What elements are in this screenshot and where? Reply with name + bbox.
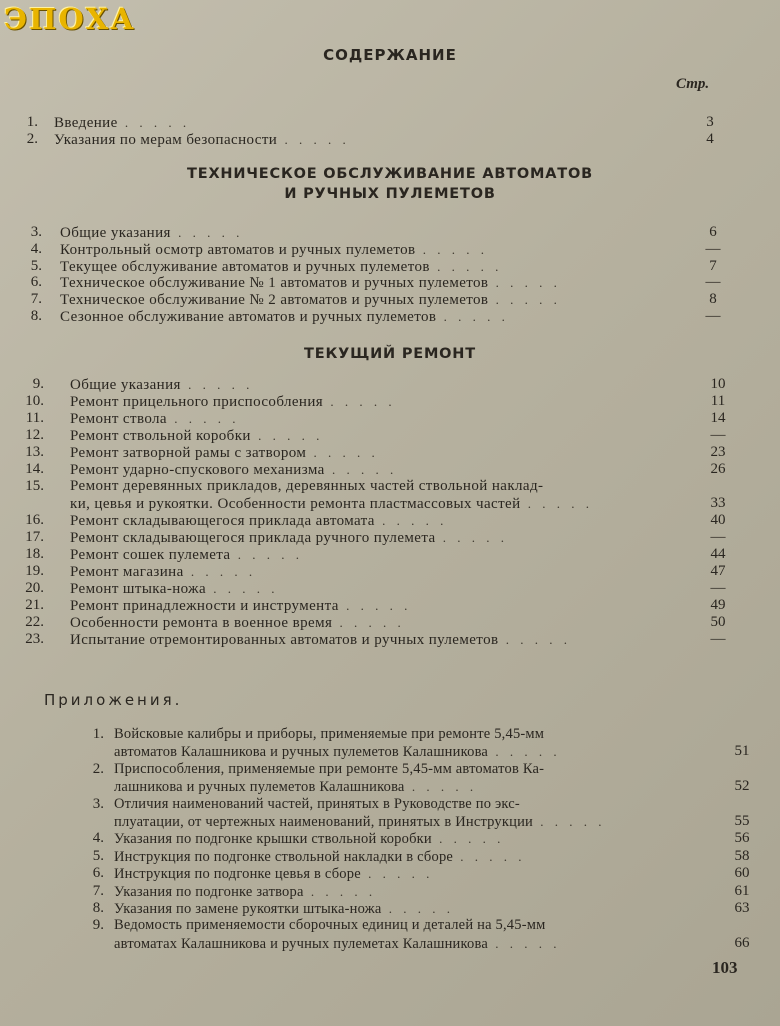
- toc-leader-dots: . . . . .: [324, 462, 398, 477]
- toc-entry-page: —: [705, 240, 721, 257]
- toc-entry: [0, 813, 780, 830]
- toc-entry-number: 13.: [25, 444, 44, 460]
- toc-leader-dots: . . . . .: [277, 132, 350, 147]
- toc-entry-number: 4.: [30, 240, 42, 257]
- toc-entry-text: [60, 274, 561, 292]
- toc-entry-page: 52: [734, 778, 750, 795]
- section1-title-line1: ТЕХНИЧЕСКОЕ ОБСЛУЖИВАНИЕ АВТОМАТОВ: [187, 166, 593, 182]
- toc-entry-number: 1.: [92, 726, 104, 742]
- toc-entry-label: Ремонт складывающегося приклада ручного пулемета: [70, 530, 436, 546]
- toc-entry: [0, 512, 780, 529]
- toc-entry: [0, 393, 780, 410]
- appendix-title: Приложения.: [44, 691, 183, 709]
- toc-entry-page: —: [710, 529, 726, 545]
- toc-entry-label: Инструкция по подгонке ствольной накладки в сборе: [114, 848, 454, 865]
- toc-entry-label: Отличия наименований частей, принятых в Руководстве по экс-: [114, 795, 520, 812]
- toc-entry-number: 9.: [92, 917, 104, 934]
- toc-entry-label: Ремонт прицельного приспособления: [70, 394, 324, 410]
- toc-entry: [0, 308, 780, 325]
- toc-entry-number: 14.: [25, 461, 44, 477]
- toc-entry-text: [70, 410, 239, 428]
- toc-leader-dots: . . . . .: [429, 258, 503, 274]
- section1-title-line2: И РУЧНЫХ ПУЛЕМЕТОВ: [284, 186, 496, 202]
- toc-entry-text: [114, 813, 606, 831]
- toc-entry-page: 55: [734, 813, 750, 829]
- toc-entry-number: 4.: [92, 830, 104, 847]
- toc-entry-label: Ремонт складывающегося приклада автомата: [70, 513, 375, 529]
- toc-entry-text: [114, 830, 504, 848]
- toc-entry-number: 5.: [30, 257, 42, 274]
- toc-entry-page: 49: [710, 597, 726, 613]
- toc-entry-label: лашникова и ручных пулеметов Калашникова: [114, 779, 405, 796]
- toc-leader-dots: . . . . .: [488, 292, 561, 308]
- toc-entry-page: 7: [709, 257, 717, 274]
- toc-entry-label: Особенности ремонта в военное время: [70, 615, 333, 631]
- toc-entry-page: —: [705, 274, 721, 291]
- toc-entry-label: Общие указания: [70, 377, 181, 393]
- toc-leader-dots: . . . . .: [230, 547, 303, 562]
- toc-entry-label: Текущее обслуживание автоматов и ручных пулеметов: [60, 258, 430, 275]
- toc-entry: [0, 631, 780, 648]
- toc-entry-label: Ремонт штыка-ножа: [70, 581, 206, 597]
- toc-entry: [0, 726, 780, 743]
- section1-title: [0, 164, 780, 204]
- toc-entry-page: 60: [734, 865, 750, 882]
- toc-entry-label: Ремонт ствольной коробки: [70, 428, 251, 444]
- toc-entry-page: 6: [709, 224, 717, 240]
- toc-entry-text: [114, 778, 477, 796]
- toc-entry-page: 26: [710, 461, 726, 477]
- toc-entry-page: 4: [706, 131, 714, 147]
- toc-leader-dots: . . . . .: [488, 744, 561, 760]
- toc-entry-label: Указания по замене рукоятки штыка-ножа: [114, 901, 382, 917]
- toc-entry-text: [70, 614, 405, 632]
- toc-entry-number: 7.: [30, 291, 42, 308]
- toc-entry-label: Введение: [54, 115, 118, 131]
- toc-entry: [0, 883, 780, 900]
- toc-entry-label: Ремонт магазина: [70, 564, 184, 580]
- toc-entry: [0, 131, 780, 148]
- toc-entry-text: [70, 495, 593, 513]
- toc-leader-dots: . . . . .: [436, 309, 509, 324]
- toc-leader-dots: . . . . .: [488, 275, 561, 291]
- toc-entry-text: [70, 427, 323, 445]
- toc-entry-number: 16.: [25, 512, 44, 528]
- toc-entry-text: [70, 393, 396, 411]
- toc-entry-text: [70, 631, 571, 649]
- toc-entry-page: 11: [710, 393, 726, 409]
- toc-entry-label: ки, цевья и рукоятки. Особенности ремонта пластмассовых частей: [70, 496, 521, 512]
- toc-leader-dots: . . . . .: [323, 394, 396, 409]
- toc-entry: [0, 495, 780, 512]
- toc-entry-label: Войсковые калибры и приборы, применяемые при ремонте 5,45-мм: [114, 726, 545, 742]
- toc-entry-text: [70, 376, 253, 394]
- toc-entry-text: [54, 114, 190, 132]
- toc-leader-dots: . . . . .: [180, 377, 254, 392]
- toc-leader-dots: . . . . .: [250, 428, 324, 443]
- toc-leader-dots: . . . . .: [374, 513, 448, 528]
- toc-entry-label: Ремонт ствола: [70, 411, 167, 427]
- toc-entry-page: 40: [710, 512, 726, 528]
- toc-entry: [0, 830, 780, 847]
- toc-entry-number: 6.: [30, 274, 42, 291]
- toc-entry-label: Указания по подгонке крышки ствольной коробки: [114, 831, 432, 848]
- toc-entry-number: 20.: [25, 580, 44, 596]
- toc-entry-number: 17.: [25, 529, 44, 545]
- toc-entry-text: [70, 580, 279, 598]
- toc-entry-text: [70, 529, 508, 547]
- toc-leader-dots: . . . . .: [338, 598, 412, 613]
- toc-entry: [0, 427, 780, 444]
- toc-entry-label: плуатации, от чертежных наименований, принятых в Инструкции: [114, 814, 534, 830]
- toc-entry-label: Общие указания: [60, 225, 171, 241]
- toc-entry-page: 56: [734, 830, 750, 847]
- toc-entry-page: 10: [710, 376, 726, 392]
- page-number: 103: [712, 958, 738, 977]
- toc-entry: [0, 478, 780, 495]
- toc-entry: [0, 761, 780, 778]
- toc-entry: [0, 563, 780, 580]
- toc-entry: [0, 114, 780, 131]
- toc-entry-page: —: [705, 308, 721, 324]
- toc-entry-text: [70, 597, 411, 615]
- toc-entry-number: 7.: [92, 882, 104, 899]
- toc-entry-page: 23: [710, 444, 726, 460]
- toc-entry-text: [60, 241, 488, 259]
- toc-entry: [0, 917, 780, 934]
- toc-entry-number: 11.: [25, 410, 44, 426]
- toc-entry-text: [70, 512, 447, 530]
- toc-entry-text: [54, 131, 350, 149]
- toc-entry-text: [114, 796, 520, 813]
- toc-entry-page: 8: [709, 291, 717, 308]
- watermark-logo: ЭПОХА: [4, 2, 136, 36]
- toc-leader-dots: . . . . .: [498, 632, 571, 647]
- toc-entry-text: [70, 444, 379, 462]
- toc-entry: [0, 900, 780, 917]
- toc-entry-label: Сезонное обслуживание автоматов и ручных пулеметов: [60, 309, 437, 325]
- toc-entry-text: [70, 563, 256, 581]
- toc-entry-label: Испытание отремонтированных автоматов и ручных пулеметов: [70, 632, 499, 648]
- toc-entry: [0, 778, 780, 795]
- section2-title: ТЕКУЩИЙ РЕМОНТ: [304, 346, 476, 362]
- toc-entry-text: [70, 546, 303, 564]
- toc-entry-number: 8.: [30, 308, 42, 324]
- toc-entry-text: [114, 935, 560, 953]
- toc-leader-dots: . . . . .: [332, 615, 405, 630]
- toc-entry-label: Техническое обслуживание № 2 автоматов и ручных пулеметов: [60, 292, 489, 309]
- toc-entry: [0, 224, 780, 241]
- toc-entry-label: Ремонт деревянных прикладов, деревянных частей ствольной наклад-: [70, 478, 544, 494]
- toc-entry-page: 66: [734, 934, 750, 951]
- toc-entry-page: 44: [710, 546, 726, 562]
- page-title: СОДЕРЖАНИЕ: [323, 46, 457, 64]
- toc-leader-dots: . . . . .: [206, 581, 279, 596]
- toc-entry-text: [60, 224, 243, 242]
- toc-entry-number: 8.: [92, 900, 104, 916]
- toc-leader-dots: . . . . .: [303, 883, 377, 899]
- toc-entry-page: 33: [710, 495, 726, 511]
- toc-entry-page: 47: [710, 563, 726, 579]
- toc-entry-label: Указания по подгонке затвора: [114, 883, 304, 900]
- toc-entry-label: Ведомость применяемости сборочных единиц и деталей на 5,45-мм: [114, 917, 546, 934]
- toc-entry-number: 19.: [25, 563, 44, 579]
- toc-entry-number: 5.: [92, 847, 104, 864]
- toc-leader-dots: . . . . .: [360, 866, 434, 882]
- toc-entry: [0, 796, 780, 813]
- toc-leader-dots: . . . . .: [183, 564, 257, 579]
- toc-entry-page: —: [710, 580, 726, 596]
- toc-entry: [0, 597, 780, 614]
- toc-entry-label: Техническое обслуживание № 1 автоматов и ручных пулеметов: [60, 275, 489, 292]
- toc-entry-label: Инструкция по подгонке цевья в сборе: [114, 866, 361, 883]
- toc-entry-number: 12.: [25, 427, 44, 443]
- toc-entry-page: —: [710, 631, 726, 647]
- toc-entry-label: Ремонт сошек пулемета: [70, 547, 231, 563]
- toc-entry: [0, 461, 780, 478]
- toc-entry: [0, 865, 780, 882]
- toc-entry-text: [70, 478, 543, 495]
- toc-entry-page: 58: [734, 847, 750, 864]
- toc-entry-page: 14: [710, 410, 726, 426]
- toc-entry: [0, 848, 780, 865]
- toc-entry-page: 50: [710, 614, 726, 630]
- toc-entry-label: Указания по мерам безопасности: [54, 132, 278, 148]
- toc-leader-dots: . . . . .: [431, 831, 505, 847]
- toc-entry: [0, 580, 780, 597]
- toc-entry: [0, 241, 780, 258]
- toc-entry-label: автоматах Калашникова и ручных пулеметах Калашникова: [114, 935, 488, 952]
- toc-leader-dots: . . . . .: [381, 901, 455, 916]
- toc-entry: [0, 444, 780, 461]
- toc-entry-page: 51: [734, 743, 750, 760]
- toc-leader-dots: . . . . .: [166, 411, 240, 426]
- toc-entry: [0, 376, 780, 393]
- toc-entry-number: 23.: [25, 631, 44, 647]
- toc-entry-page: 61: [734, 882, 750, 899]
- toc-leader-dots: . . . . .: [435, 530, 509, 545]
- toc-leader-dots: . . . . .: [404, 779, 478, 795]
- toc-leader-dots: . . . . .: [117, 115, 191, 130]
- toc-leader-dots: . . . . .: [306, 445, 379, 460]
- page-column-label: Стр.: [676, 76, 710, 92]
- toc-entry-number: 21.: [25, 597, 44, 613]
- toc-entry-text: [114, 848, 526, 866]
- toc-entry-page: 3: [706, 114, 714, 130]
- toc-entry-number: 1.: [26, 114, 38, 130]
- toc-entry-text: [114, 900, 454, 918]
- toc-entry-text: [60, 258, 502, 276]
- toc-entry-number: 2.: [26, 131, 38, 147]
- toc-entry-number: 6.: [92, 865, 104, 882]
- toc-entry-number: 2.: [92, 760, 104, 777]
- toc-entry-number: 18.: [25, 546, 44, 562]
- toc-entry-text: [70, 461, 397, 479]
- toc-entry-text: [114, 865, 433, 883]
- toc-entry-text: [60, 291, 561, 309]
- toc-entry-text: [114, 883, 376, 901]
- toc-entry-text: [60, 308, 509, 326]
- toc-leader-dots: . . . . .: [520, 496, 594, 511]
- toc-entry-text: [114, 743, 561, 761]
- toc-leader-dots: . . . . .: [487, 935, 561, 951]
- toc-entry-page: —: [710, 427, 726, 443]
- toc-entry-label: Приспособления, применяемые при ремонте 5,45-мм автоматов Ка-: [114, 760, 545, 777]
- toc-entry-number: 3.: [30, 224, 42, 240]
- toc-entry: [0, 935, 780, 952]
- toc-entry: [0, 258, 780, 275]
- toc-entry-page: 63: [734, 900, 750, 916]
- toc-entry: [0, 614, 780, 631]
- toc-entry: [0, 743, 780, 760]
- toc-entry-number: 10.: [25, 393, 44, 409]
- toc-entry-number: 9.: [32, 376, 44, 392]
- toc-leader-dots: . . . . .: [170, 225, 244, 240]
- toc-entry: [0, 529, 780, 546]
- toc-leader-dots: . . . . .: [415, 241, 489, 257]
- toc-entry-label: Контрольный осмотр автоматов и ручных пулеметов: [60, 241, 416, 258]
- toc-entry-text: [114, 917, 545, 934]
- toc-leader-dots: . . . . .: [533, 814, 606, 829]
- toc-entry-label: автоматов Калашникова и ручных пулеметов Калашникова: [114, 744, 489, 761]
- toc-entry: [0, 410, 780, 427]
- toc-entry-number: 3.: [92, 795, 104, 812]
- toc-entry-text: [114, 761, 544, 778]
- toc-leader-dots: . . . . .: [453, 848, 526, 864]
- toc-entry-label: Ремонт ударно-спускового механизма: [70, 462, 325, 478]
- toc-entry: [0, 291, 780, 308]
- toc-entry-text: [114, 726, 544, 743]
- toc-entry: [0, 546, 780, 563]
- toc-entry-label: Ремонт принадлежности и инструмента: [70, 598, 339, 614]
- toc-entry-number: 15.: [25, 478, 44, 494]
- toc-entry-number: 22.: [25, 614, 44, 630]
- toc-entry-label: Ремонт затворной рамы с затвором: [70, 445, 307, 461]
- toc-entry: [0, 274, 780, 291]
